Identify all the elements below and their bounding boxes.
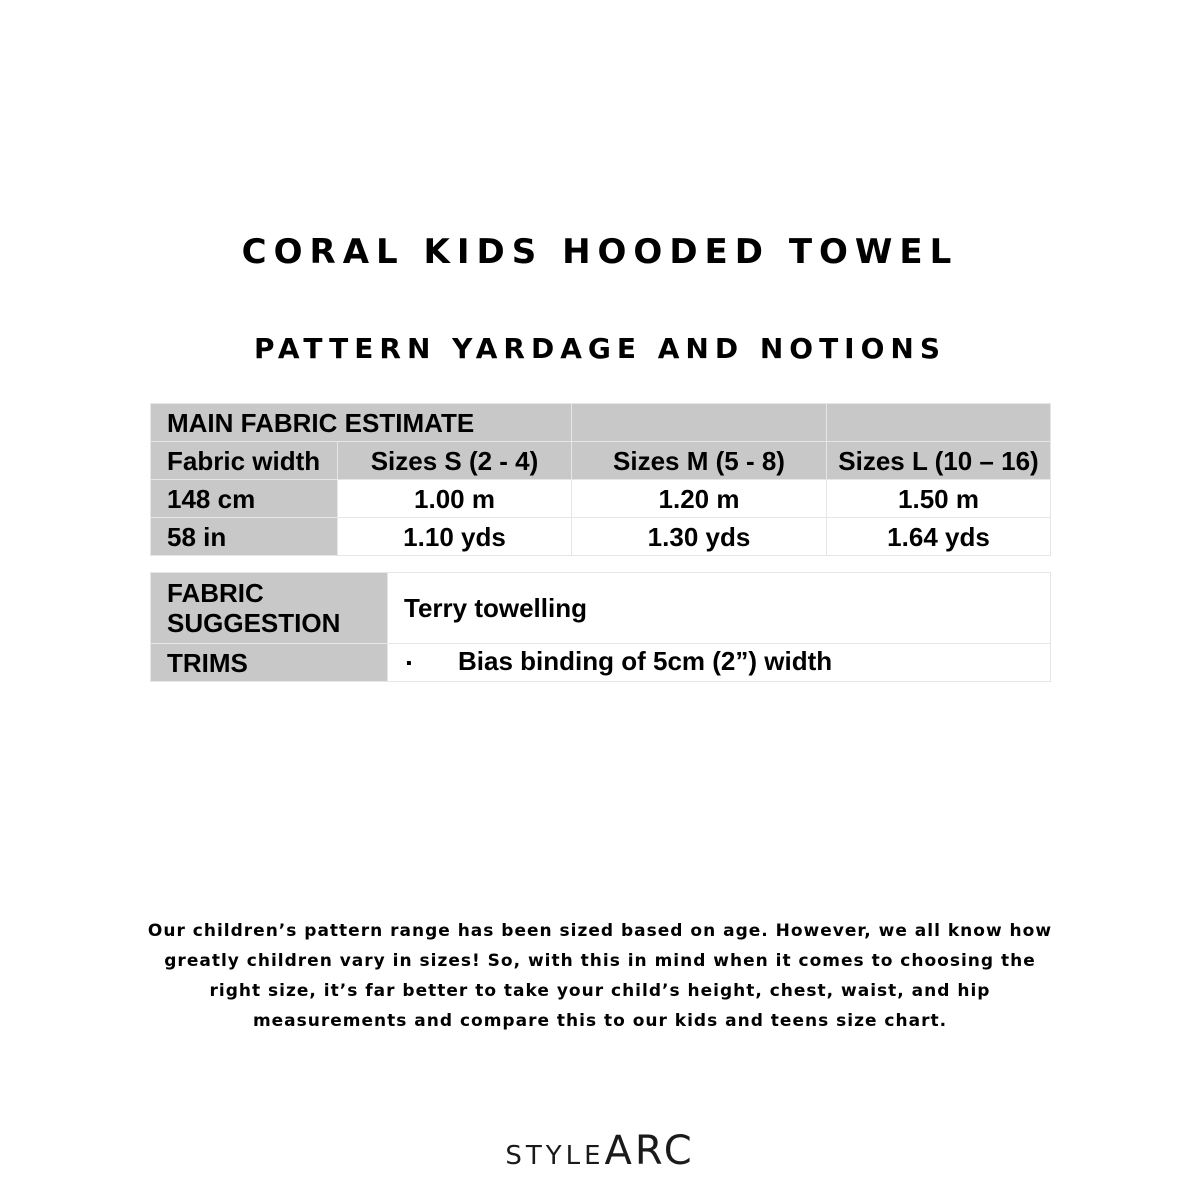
table-row	[151, 480, 1051, 518]
table-cell: 1.64 yds	[827, 518, 1051, 556]
table-header-row	[151, 442, 1051, 480]
style-arc-logo	[0, 1128, 1200, 1174]
empty-header-cell	[572, 404, 827, 442]
label-line: SUGGESTION	[167, 608, 341, 638]
trims-value	[388, 644, 1051, 682]
label-line: FABRIC	[167, 578, 264, 608]
fabric-suggestion-label	[151, 573, 388, 644]
row-header: 58 in	[151, 518, 338, 556]
column-header: Sizes S (2 - 4)	[338, 442, 572, 480]
notions-table	[150, 572, 1051, 682]
empty-header-cell	[827, 404, 1051, 442]
row-header: 148 cm	[151, 480, 338, 518]
table-cell: 1.00 m	[338, 480, 572, 518]
yardage-table	[150, 403, 1051, 556]
sizing-note: Our children’s pattern range has been sized based on age. However, we all know how greatly children vary in sizes! So, with this in mind when it comes to choosing the right size, it’s far better to take your child’s height, chest, waist, and hip measurements and compare this to our kids and teens size chart.	[147, 921, 1053, 1031]
trims-label: TRIMS	[151, 644, 388, 682]
page-subtitle: PATTERN YARDAGE AND NOTIONS	[253, 332, 946, 365]
table-row	[151, 573, 1051, 644]
table-cell: 1.20 m	[572, 480, 827, 518]
table-row	[151, 404, 1051, 442]
table-row	[151, 644, 1051, 682]
bullet-icon: ▪	[406, 654, 412, 672]
table-cell: 1.50 m	[827, 480, 1051, 518]
table-cell: 1.10 yds	[338, 518, 572, 556]
logo-text-style: STYLE	[505, 1141, 605, 1171]
fabric-suggestion-value: Terry towelling	[388, 573, 1051, 644]
logo-text-arc: ARC	[604, 1128, 695, 1174]
column-header: Sizes M (5 - 8)	[572, 442, 827, 480]
section-label-cell: MAIN FABRIC ESTIMATE	[151, 404, 572, 442]
table-row	[151, 518, 1051, 556]
trims-item: Bias binding of 5cm (2”) width	[458, 646, 833, 677]
column-header: Sizes L (10 – 16)	[827, 442, 1051, 480]
page-title: CORAL KIDS HOODED TOWEL	[241, 232, 959, 272]
table-cell: 1.30 yds	[572, 518, 827, 556]
column-header: Fabric width	[151, 442, 338, 480]
